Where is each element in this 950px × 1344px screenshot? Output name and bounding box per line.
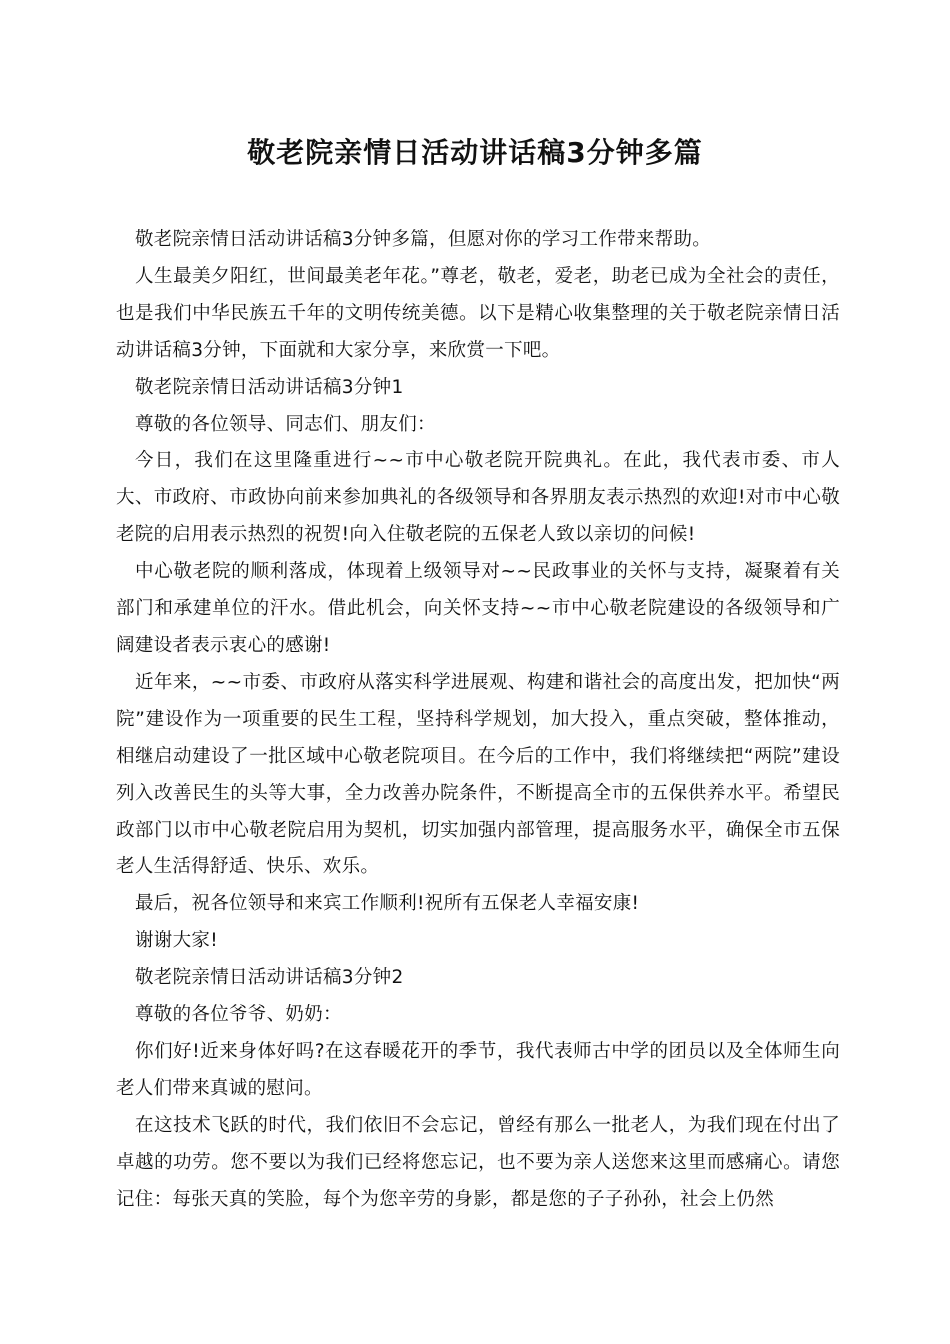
paragraph-intro: 敬老院亲情日活动讲话稿3分钟多篇，但愿对你的学习工作带来帮助。 xyxy=(135,229,712,250)
paragraph: 你们好!近来身体好吗?在这春暖花开的季节，我代表师古中学的团员以及全体师生向老人们带来真诚的慰问。 xyxy=(116,1040,840,1099)
paragraph: 今日，我们在这里隆重进行~~市中心敬老院开院典礼。在此，我代表市委、市人大、市政府、市政协向前来参加典礼的各级领导和各界朋友表示热烈的欢迎!对市中心敬老院的启用表示热烈的祝贺!向入住敬老院的五保老人致以亲切的问候! xyxy=(116,450,840,546)
paragraph: 最后，祝各位领导和来宾工作顺利!祝所有五保老人幸福安康! xyxy=(135,893,640,915)
paragraph-preface: 人生最美夕阳红，世间最美老年花。”尊老，敬老，爱老，助老已成为全社会的责任，也是我们中华民族五千年的文明传统美德。以下是精心收集整理的关于敬老院亲情日活动讲话稿3分钟，下面就和大家分享，来欣赏一下吧。 xyxy=(116,265,840,361)
document-title: 敬老院亲情日活动讲话稿3分钟多篇 xyxy=(247,136,703,169)
paragraph: 谢谢大家! xyxy=(135,930,218,952)
section-heading-2: 敬老院亲情日活动讲话稿3分钟2 xyxy=(135,967,404,989)
paragraph: 近年来，~~市委、市政府从落实科学进展观、构建和谐社会的高度出发，把加快“两院”建设作为一项重要的民生工程，坚持科学规划，加大投入，重点突破，整体推动，相继启动建设了一批区域中心敬老院项目。在今后的工作中，我们将继续把“两院”建设列入改善民生的头等大事，全力改善办院条件，不断提高全市的五保供养水平。希望民政部门以市中心敬老院启用为契机，切实加强内部管理，提高服务水平，确保全市五保老人生活得舒适、快乐、欢乐。 xyxy=(116,671,840,878)
document-body xyxy=(116,222,840,1218)
paragraph: 在这技术飞跃的时代，我们依旧不会忘记，曾经有那么一批老人，为我们现在付出了卓越的功劳。您不要以为我们已经将您忘记，也不要为亲人送您来这里而感痛心。请您记住：每张天真的笑脸，每个为您辛劳的身影，都是您的子子孙孙，社会上仍然 xyxy=(116,1114,840,1210)
section-heading-1: 敬老院亲情日活动讲话稿3分钟1 xyxy=(135,376,404,398)
salutation-1: 尊敬的各位领导、同志们、朋友们： xyxy=(135,413,436,435)
salutation-2: 尊敬的各位爷爷、奶奶： xyxy=(135,1004,342,1026)
paragraph: 中心敬老院的顺利落成，体现着上级领导对~~民政事业的关怀与支持，凝聚着有关部门和承建单位的汗水。借此机会，向关怀支持~~市中心敬老院建设的各级领导和广阔建设者表示衷心的感谢! xyxy=(116,561,840,656)
